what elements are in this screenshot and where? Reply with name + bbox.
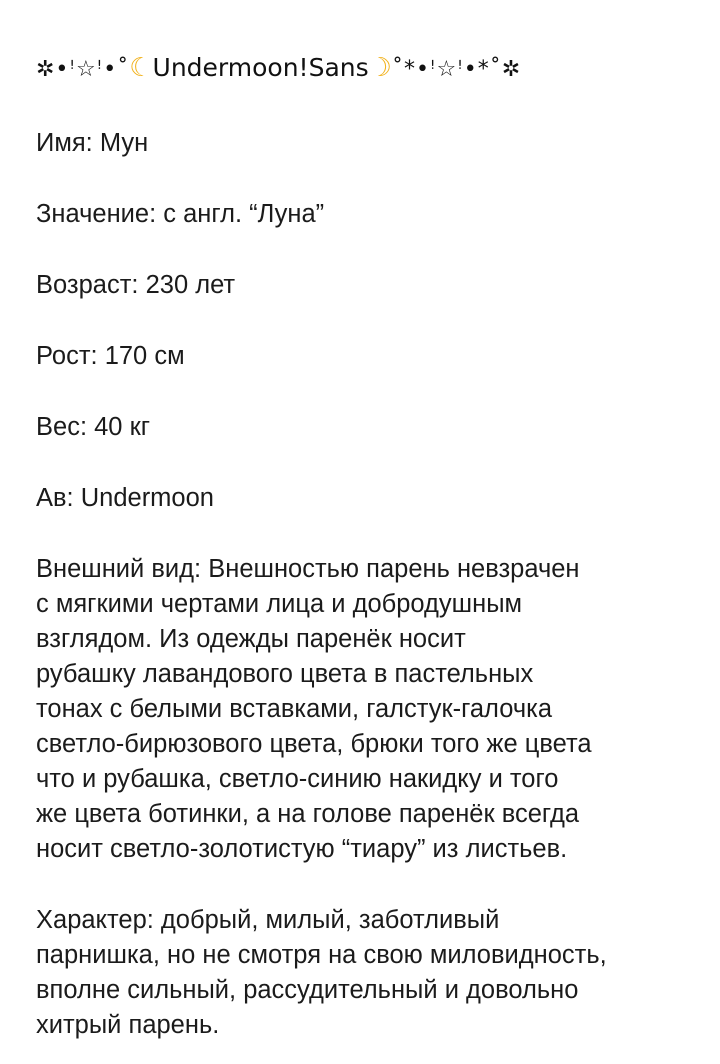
- paragraph-line: рубашку лавандового цвета в пастельных: [36, 660, 534, 688]
- field-label: Ав:: [36, 484, 74, 512]
- paragraph-line: светло-бирюзового цвета, брюки того же цвета: [36, 730, 592, 758]
- field-value: 230 лет: [145, 271, 236, 299]
- field-meaning: [36, 197, 696, 232]
- field-value: 40 кг: [94, 413, 151, 441]
- field-value: с англ. “Луна”: [163, 200, 325, 228]
- paragraph-line: тонах с белыми вставками, галстук-галочка: [36, 695, 553, 723]
- profile-title: [36, 48, 696, 104]
- character-paragraph: [36, 903, 696, 1043]
- title-decoration-left: ✲•ꜝ☆ꜝ•˚: [36, 57, 130, 82]
- field-label: Вес:: [36, 413, 88, 441]
- paragraph-line: вполне сильный, рассудительный и довольно: [36, 976, 579, 1004]
- paragraph-line: Характер: добрый, милый, заботливый: [36, 906, 500, 934]
- crescent-moon-icon: ☾: [129, 53, 153, 83]
- title-name: Undermoon!Sans: [152, 53, 369, 82]
- paragraph-line: хитрый парень.: [36, 1011, 220, 1039]
- field-name: [36, 126, 696, 161]
- field-height: [36, 339, 696, 374]
- paragraph-line: с мягкими чертами лица и добродушным: [36, 590, 523, 618]
- field-value: 170 см: [104, 342, 185, 370]
- field-age: [36, 268, 696, 303]
- field-label: Имя:: [36, 129, 93, 157]
- paragraph-line: же цвета ботинки, а на голове паренёк всегда: [36, 800, 580, 828]
- field-value: Undermoon: [80, 484, 214, 512]
- paragraph-line: взглядом. Из одежды паренёк носит: [36, 625, 466, 653]
- field-weight: [36, 410, 696, 445]
- field-value: Мун: [99, 129, 149, 157]
- paragraph-line: Внешний вид: Внешностью парень невзрачен: [36, 555, 580, 583]
- field-label: Значение:: [36, 200, 157, 228]
- profile-document: [36, 48, 696, 1043]
- paragraph-line: носит светло-золотистую “тиару” из листьев.: [36, 835, 568, 863]
- field-label: Рост:: [36, 342, 98, 370]
- title-decoration-right: ˚*•ꜝ☆ꜝ•*˚✲: [391, 57, 522, 82]
- paragraph-line: парнишка, но не смотря на свою миловидность,: [36, 941, 607, 969]
- appearance-paragraph: [36, 552, 696, 867]
- field-au: [36, 481, 696, 516]
- crescent-moon-icon-right: ☽: [368, 53, 392, 83]
- field-label: Возраст:: [36, 271, 139, 299]
- paragraph-line: что и рубашка, светло-синию накидку и того: [36, 765, 559, 793]
